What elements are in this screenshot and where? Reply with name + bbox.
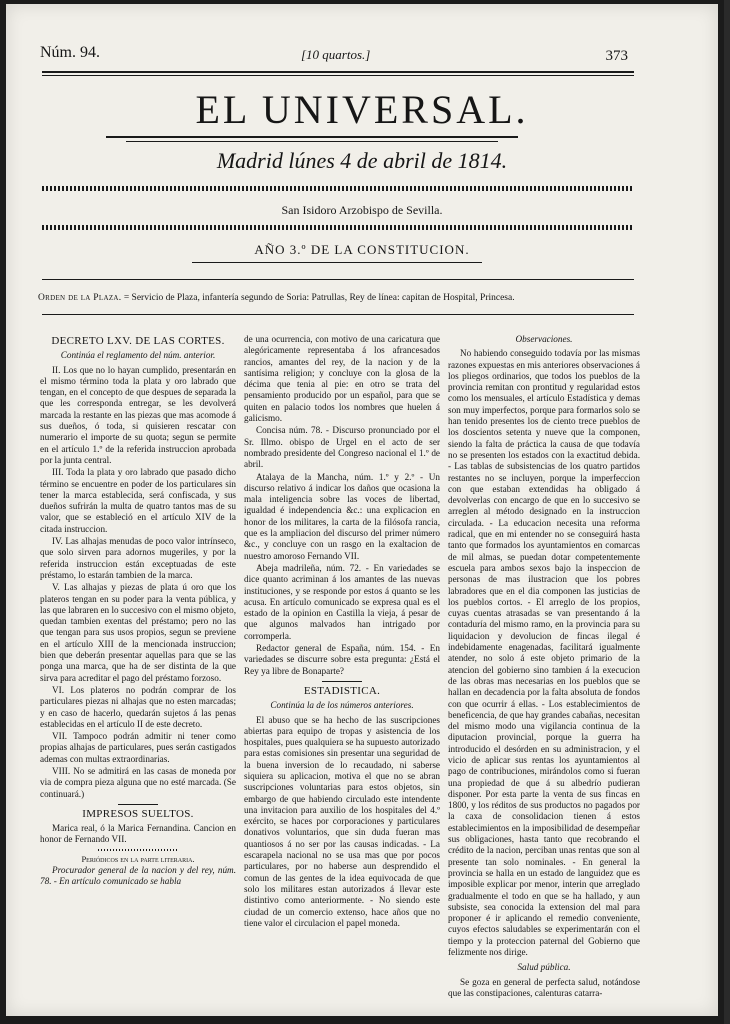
issue-number: Núm. 94. [40, 44, 100, 61]
column-1 [40, 334, 236, 889]
year-underline [192, 262, 482, 263]
decreto-heading: DECRETO LXV. DE LAS CORTES. [51, 335, 225, 347]
impresos-text: Marica real, ó la Marica Fernandina. Cancion en honor de Fernando VII. [40, 823, 236, 845]
orden-label: Orden de la Plaza. [38, 293, 122, 303]
estadistica-paragraph: El abuso que se ha hecho de las suscripciones abiertas para equipo de tropas y asistencia de los hospitales, pues qualquiera se ha supuesto autorizado para estas comisiones sin presentar una seguridad de la buena inversion de lo recaudado, ni saberse siquiera su aplicacion, motiva el que no se abran suscripciones voluntarias para estos objetos, sin embargo de que habiendo circulado este intendente una invitacion para auxilio de los hospitales del 4.º exército, se haces por corporaciones y particulares donativos voluntarios, que sin duda fueran mas quantiosos á no ser por las causas indicadas. - La escarapela nacional no se usa mas que por pocos particulares, por no haberse aun desprendido el comun de las gentes de la idea equivocada de que solo los militares estan autorizados á llevar este distintivo como anteriormente. - No siendo este ciudad de un comercio extenso, hace años que no tiene valor el circulacion el papel moneda. [244, 714, 440, 928]
constitution-year: AÑO 3.º DE LA CONSTITUCION. [254, 242, 470, 257]
observaciones-paragraph: No habiendo conseguido todavía por las mismas razones expuestas en mis anteriores observaciones á los pliegos ordinarios, que todos los pueblos de la provincia remitan con prontitud y regularidad estos como los mensuales, el artículo Estadística y demas son muy imperfectos, porque para formarlos solo se han tenido presentes los de ciento trece pueblos de los doscientos setenta y nueve que la componen, siendo la falta de práctica la causa de que todavía no se presenten los estados con la exactitud debida. - Las tablas de subsistencias de los quatro partidos restantes no se incluyen, porque la imperfeccion con que estaban extendidas ha obligado á devolverlas con encargo de que en lo succesivo se arreglen al método designado en la instruccion circulada. - La educacion necesita una reforma radical, que en mi entender no se conseguirá hasta tanto que formados los ayuntamientos en comarcas de mil almas, se puedan dotar competentemente escuela para ambos sexos bajo la inspeccion de personas de mas ilustracion que los pobres labradores que en el dia componen las justicias de los pueblos cortos. - El arreglo de los propios, cuyas cuentas atrasadas se van presentando á la contaduría del mismo ramo, en la provincia para su liquidacion y devolucion de fincas ilegal é indebidamente enagenadas, facilitará igualmente atender, no solo á este objeto primario de la atencion del gobierno sino tambien á la execucion de las obras mas necesarias en los pueblos que se hallan en decadencia por la falta absoluta de fondos con que ocurrir á ellas. - Los establecimientos de beneficencia, de que hay grandes cabañas, necesitan del mismo modo una vigilancia continua de la diputacion provincial, porque la guerra ha introducido el desórden en su administracion, y el vicio de aplicar sus rentas los ayuntamientos al pago de contribuciones, mirándolos como si fueran una propiedad de que á su albedrío pudieran disponer. Por esta parte la venta de sus fincas en 1800, y los réditos de sus productos no pagados por la caxa de consolidacion tienen á estos establecimientos en la imposibilidad de desempeñar sus obligaciones, hasta tanto que recobrando el crédito de la nacion, perciban unas rentas que son al presente tan solo nominales. - En general la provincia se halla en un estado de languidez que es imposible explicar por menor, interin que arreglado gradualmente el todo en que se ha hallado, y aun subsiste, sea conocida la extension del mal para proponer é ir aplicando el remedio conveniente, cuyos efectos saludables se experimentarán con el tiempo y la proteccion paternal del Gobierno que felizmente nos dirige. [448, 348, 640, 958]
decreto-article-8: VIII. No se admitirá en las casas de moneda por via de compra pieza alguna que no esté marcada. (Se continuará.) [40, 765, 236, 799]
dotted-rule-2 [42, 225, 634, 230]
issue-price: [10 quartos.] [301, 47, 371, 62]
orden-text: = Servicio de Plaza, infantería segundo de Soria: Patrullas, Rey de línea: capitan de Hospital, Princesa. [123, 293, 515, 303]
masthead-title: EL UNIVERSAL. [195, 87, 529, 132]
dotted-rule-1 [42, 186, 634, 191]
estadistica-subheading: Continúa la de los números anteriores. [270, 700, 414, 711]
decreto-article-7: VII. Tampoco podrán admitir ni tener como propias alhajas de particulares, pues serán castigados ademas con multas extraordinarias. [40, 731, 236, 764]
top-rule [42, 71, 634, 73]
redactor-paragraph: Redactor general de España, núm. 154. - En variedades se discurre sobre esta pregunta: ¿Está el Rey ya libre de Bonaparte? [244, 643, 440, 676]
impresos-heading: IMPRESOS SUELTOS. [82, 807, 194, 820]
salud-heading: Salud pública. [517, 962, 571, 973]
newspaper-page [6, 4, 718, 1016]
abeja-paragraph: Abeja madrileña, núm. 72. - En variedades se dice quanto acriminan á los amantes de las nuevas instituciones, y se responde por estos á quanto se les acusa. En artículo comunicado se expresa qual es el estado de la opinion en Castilla la vieja, á pesar de que algunos malvados han intrigado por corromperla. [244, 562, 440, 641]
concisa-paragraph: Concisa núm. 78. - Discurso pronunciado por el Sr. Illmo. obispo de Urgel en el acto de ser nombrado presidente del Congreso nacional el 1.º de abril. [244, 425, 440, 470]
page-number: 373 [605, 48, 628, 64]
decreto-subheading: Continúa el reglamento del núm. anterior. [60, 350, 216, 361]
periodicos-text: Procurador general de la nacion y del rey, núm. 78. - En artículo comunicado se habla [40, 865, 236, 887]
decreto-article-4: IV. Las alhajas menudas de poco valor intrínseco, que solo sirven para adornos mugeriles, y por la referida instruccion están exceptuadas de este préstamo, lo estarán tambien de la marca. [40, 536, 236, 580]
section-separator-2 [322, 681, 362, 682]
title-underline-thin [126, 141, 498, 142]
orden-bottom-rule [42, 314, 634, 315]
title-underline [106, 136, 518, 138]
observaciones-heading: Observaciones. [515, 334, 573, 344]
column-3 [448, 334, 640, 1000]
saint-of-day: San Isidoro Arzobispo de Sevilla. [281, 203, 443, 217]
atalaya-paragraph: Atalaya de la Mancha, núm. 1.º y 2.º - Un discurso relativo á indicar los daños que ocasiona la mala inteligencia sobre las voces de libertad, igualdad é independencia &c.: una explicacion en honor de los militares, la carta de la filósofa rancia, que es la ampliacion del discurso del primer número &c., y concluye con un rasgo en la exaltacion de nuestro amoroso Fernando VII. [244, 471, 440, 561]
decreto-article-2: II. Los que no lo hayan cumplido, presentarán en el mismo término toda la plata y oro labrado que tengan, en el concepto de que despues de separada la que les corresponda entregar, se les devolverá marcada la restante en las piezas que mas acomode á sus dueños, ó toda, si quisieren rescatar con numerario el importe de su quota; segun se permite en el artículo 1.º de la referida instruccion aprobada por la junta central. [40, 364, 236, 465]
orden-de-la-plaza [38, 293, 658, 303]
decreto-article-5: V. Las alhajas y piezas de plata ú oro que los plateros tengan en su poder para la venta pública, y las que labraren en lo succesivo con el mismo objeto, quedan tambien exentas del préstamo; pero no las que tengan para sus usos propios, segun se previene en el artículo XIII de la mencionada instruccion; bien que deberán presentar aquellas para que se las ponga una marca, que ha de ser distinta de la que sirva para acreditar el pago del préstamo forzoso. [40, 582, 236, 683]
estadistica-heading: ESTADISTICA. [303, 684, 381, 697]
column-2 [244, 334, 440, 930]
scan-edge [724, 0, 730, 1024]
salud-paragraph: Se goza en general de perfecta salud, notándose que las constipaciones, calenturas catarra- [448, 976, 640, 998]
decreto-article-6: VI. Los plateros no podrán comprar de los particulares piezas ni alhajas que no esten marcadas; y en caso de hacerlo, quedarán sujetos á las penas establecidas en el artículo II de este decreto. [40, 684, 236, 729]
dateline: Madrid lúnes 4 de abril de 1814. [216, 148, 508, 173]
orden-top-rule [42, 279, 634, 280]
dotted-separator [98, 849, 178, 851]
caricatura-paragraph: de una ocurrencia, con motivo de una caricatura que alegóricamente representaba á los afrancesados rancios, amantes del rey, de la nacion y de la santísima religion; y concluye con la glosa de la décima que tenia al pie: en otro se trata del pensamiento producido por un español, para que se quiten en palacio todos los nombres que huelen á galicismo. [244, 334, 440, 424]
periodicos-label: Periódicos en la parte literaria. [81, 853, 195, 864]
top-rule-thin [42, 75, 634, 76]
decreto-article-3: III. Toda la plata y oro labrado que pasado dicho término se encuentre en poder de los particulares sin tener la marca establecida, será confiscada, y sus dueños sufrirán la multa de quatro tantos mas de su valor, que se estableció en el artículo XIV de la citada instruccion. [40, 467, 236, 534]
section-separator [118, 804, 158, 805]
